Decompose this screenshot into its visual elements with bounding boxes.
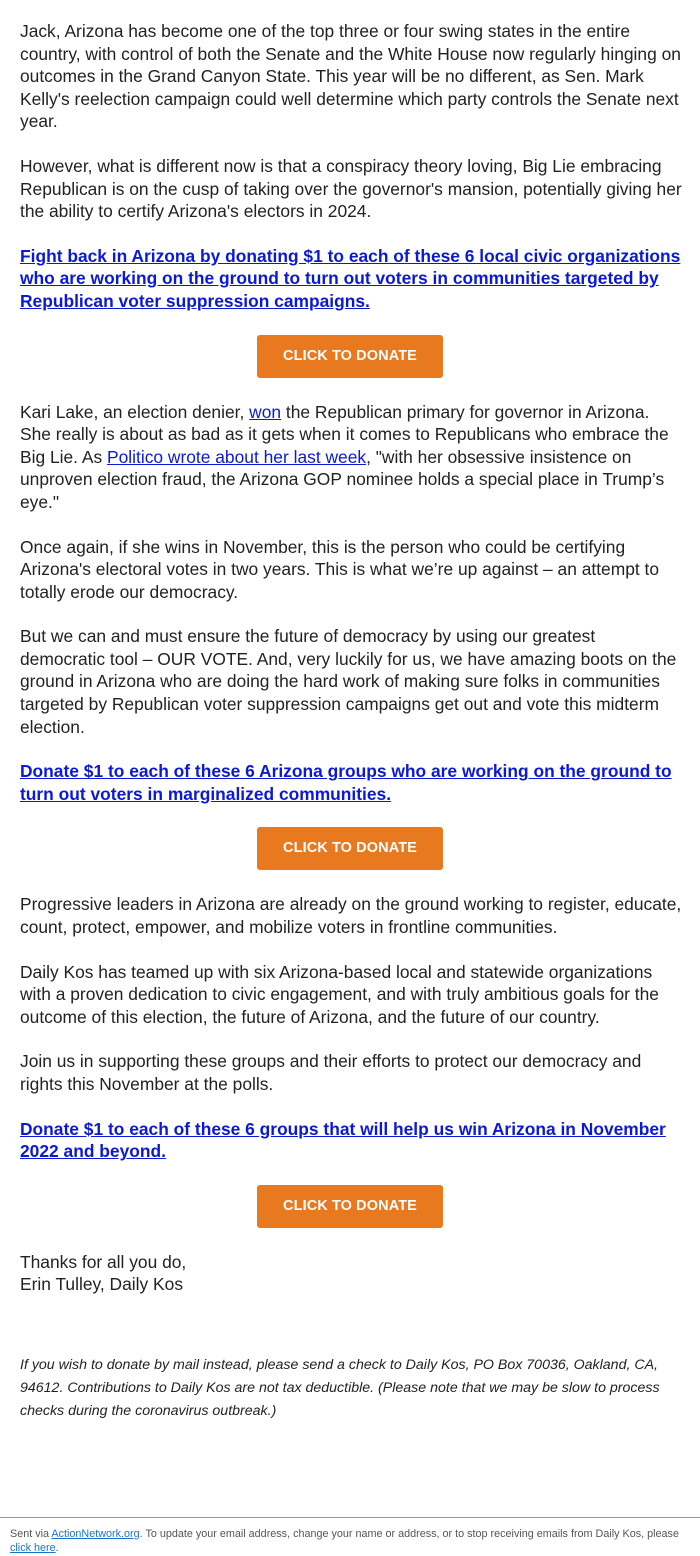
donate-link-1[interactable]: Fight back in Arizona by donating $1 to each of these 6 local civic organizations who are working on the ground to turn out voters in communities targeted by Republican voter suppression campaigns. [20,245,681,311]
progressive-leaders-paragraph: Progressive leaders in Arizona are already on the ground working to register, educate, count, protect, empower, and mobilize voters in frontline communities. [20,894,682,938]
signoff-line-1: Thanks for all you do, [20,1251,187,1272]
intro-paragraph-2: However, what is different now is that a conspiracy theory loving, Big Lie embracing Republican is on the cusp of taking over the governor's mansion, potentially giving her the ability to certify Arizona's electors in 2024. [20,155,682,222]
donate-link-3[interactable]: Donate $1 to each of these 6 groups that will help us win Arizona in November 2022 and beyond. [20,1118,666,1162]
signoff [20,1251,682,1296]
footer-end: . [55,1541,59,1554]
footer-text: . To update your email address, change your name or address, or to stop receiving emails from Daily Kos, please [139,1528,679,1540]
politico-link[interactable]: Politico wrote about her last week [107,446,367,467]
join-us-paragraph: Join us in supporting these groups and their efforts to protect our democracy and rights this November at the polls. [20,1051,642,1094]
donate-button-row-2 [20,827,680,870]
kari-lake-text-mid: the Republican primary for governor in Arizona. She really is about as bad as it gets when it comes to Republicans who embrace the Big Lie. As [20,401,669,467]
donate-link-2[interactable]: Donate $1 to each of these 6 Arizona groups who are working on the ground to turn out voters in marginalized communities. [20,761,672,804]
email-footer [0,1517,700,1555]
actionnetwork-link[interactable]: ActionNetwork.org [51,1528,140,1540]
kari-lake-paragraph [20,401,682,514]
mail-donation-note: If you wish to donate by mail instead, please send a check to Daily Kos, PO Box 70036, Oakland, CA, 94612. Contributions to Daily Kos are not tax deductible. (Please note that we may be slow to process checks during the coronavirus outbreak.) [20,1356,660,1419]
donate-button-3[interactable]: CLICK TO DONATE [257,1185,443,1228]
donate-button-row-3 [20,1185,680,1228]
once-again-paragraph: Once again, if she wins in November, this is the person who could be certifying Arizona's electoral votes in two years. This is what we’re up against – an attempt to totally erode our democracy. [20,536,660,602]
our-vote-paragraph: But we can and must ensure the future of democracy by using our greatest democratic tool – OUR VOTE. And, very luckily for us, we have amazing boots on the ground in Arizona who are doing the hard work of making sure folks in communities targeted by Republican voter suppression campaigns get out and vote this midterm election. [20,626,677,737]
kari-lake-text-pre: Kari Lake, an election denier, [20,401,250,422]
donate-button-1[interactable]: CLICK TO DONATE [257,335,443,378]
daily-kos-paragraph: Daily Kos has teamed up with six Arizona-based local and statewide organizations with a proven dedication to civic engagement, and with truly ambitious goals for the outcome of this election, the future of Arizona, and the future of our country. [20,961,659,1027]
email-body [20,20,682,1423]
donate-button-row-1 [20,335,680,378]
unsubscribe-link[interactable]: click here [10,1541,56,1554]
donate-button-2[interactable]: CLICK TO DONATE [257,827,443,870]
intro-paragraph-1: Jack, Arizona has become one of the top three or four swing states in the entire country, with control of both the Senate and the White House now regularly hinging on outcomes in the Grand Canyon State. This year will be no different, as Sen. Mark Kelly's reelection campaign could well determine which party controls the Senate next year. [20,21,681,132]
footer-sent-via: Sent via [10,1528,52,1540]
won-link[interactable]: won [249,401,282,422]
kari-lake-text-post: , "with her obsessive insistence on unproven election fraud, the Arizona GOP nominee holds a special place in Trump’s eye." [20,446,665,512]
signoff-line-2: Erin Tulley, Daily Kos [20,1274,184,1295]
